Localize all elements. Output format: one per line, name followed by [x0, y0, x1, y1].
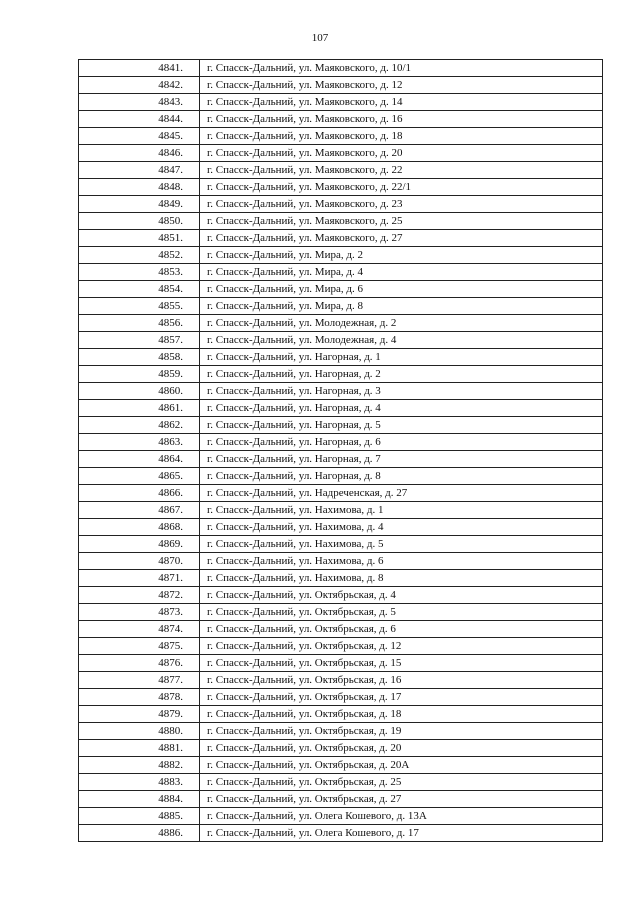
address-cell: г. Спасск-Дальний, ул. Октябрьская, д. 27 — [200, 791, 603, 808]
table-row — [79, 366, 603, 383]
row-number-cell: 4866. — [79, 485, 200, 502]
row-number-cell: 4881. — [79, 740, 200, 757]
address-cell: г. Спасск-Дальний, ул. Мира, д. 4 — [200, 264, 603, 281]
address-cell: г. Спасск-Дальний, ул. Маяковского, д. 12 — [200, 77, 603, 94]
address-cell: г. Спасск-Дальний, ул. Нахимова, д. 5 — [200, 536, 603, 553]
table-row — [79, 825, 603, 842]
address-cell: г. Спасск-Дальний, ул. Нахимова, д. 4 — [200, 519, 603, 536]
address-cell: г. Спасск-Дальний, ул. Октябрьская, д. 5 — [200, 604, 603, 621]
address-cell: г. Спасск-Дальний, ул. Октябрьская, д. 18 — [200, 706, 603, 723]
table-row — [79, 145, 603, 162]
row-number-cell: 4865. — [79, 468, 200, 485]
table-row — [79, 553, 603, 570]
address-cell: г. Спасск-Дальний, ул. Октябрьская, д. 4 — [200, 587, 603, 604]
address-cell: г. Спасск-Дальний, ул. Маяковского, д. 27 — [200, 230, 603, 247]
table-row — [79, 655, 603, 672]
address-cell: г. Спасск-Дальний, ул. Нагорная, д. 5 — [200, 417, 603, 434]
address-cell: г. Спасск-Дальний, ул. Нагорная, д. 2 — [200, 366, 603, 383]
address-cell: г. Спасск-Дальний, ул. Надреченская, д. 27 — [200, 485, 603, 502]
table-row — [79, 247, 603, 264]
row-number-cell: 4842. — [79, 77, 200, 94]
address-cell: г. Спасск-Дальний, ул. Нагорная, д. 6 — [200, 434, 603, 451]
row-number-cell: 4869. — [79, 536, 200, 553]
address-cell: г. Спасск-Дальний, ул. Мира, д. 8 — [200, 298, 603, 315]
row-number-cell: 4844. — [79, 111, 200, 128]
row-number-cell: 4877. — [79, 672, 200, 689]
row-number-cell: 4852. — [79, 247, 200, 264]
table-row — [79, 111, 603, 128]
row-number-cell: 4841. — [79, 60, 200, 77]
row-number-cell: 4867. — [79, 502, 200, 519]
row-number-cell: 4880. — [79, 723, 200, 740]
table-row — [79, 434, 603, 451]
row-number-cell: 4848. — [79, 179, 200, 196]
address-cell: г. Спасск-Дальний, ул. Мира, д. 2 — [200, 247, 603, 264]
address-cell: г. Спасск-Дальний, ул. Олега Кошевого, д. 17 — [200, 825, 603, 842]
table-row — [79, 213, 603, 230]
table-row — [79, 604, 603, 621]
row-number-cell: 4884. — [79, 791, 200, 808]
row-number-cell: 4886. — [79, 825, 200, 842]
table-row — [79, 570, 603, 587]
table-row — [79, 621, 603, 638]
table-row — [79, 332, 603, 349]
table-row — [79, 400, 603, 417]
table-row — [79, 723, 603, 740]
address-cell: г. Спасск-Дальний, ул. Олега Кошевого, д. 13А — [200, 808, 603, 825]
table-row — [79, 774, 603, 791]
row-number-cell: 4872. — [79, 587, 200, 604]
table-row — [79, 77, 603, 94]
table-row — [79, 196, 603, 213]
address-cell: г. Спасск-Дальний, ул. Молодежная, д. 4 — [200, 332, 603, 349]
row-number-cell: 4882. — [79, 757, 200, 774]
address-cell: г. Спасск-Дальний, ул. Нагорная, д. 1 — [200, 349, 603, 366]
address-cell: г. Спасск-Дальний, ул. Октябрьская, д. 15 — [200, 655, 603, 672]
row-number-cell: 4878. — [79, 689, 200, 706]
address-cell: г. Спасск-Дальний, ул. Маяковского, д. 22 — [200, 162, 603, 179]
row-number-cell: 4879. — [79, 706, 200, 723]
table-row — [79, 536, 603, 553]
address-cell: г. Спасск-Дальний, ул. Октябрьская, д. 16 — [200, 672, 603, 689]
table-row — [79, 230, 603, 247]
address-cell: г. Спасск-Дальний, ул. Мира, д. 6 — [200, 281, 603, 298]
table-row — [79, 128, 603, 145]
row-number-cell: 4870. — [79, 553, 200, 570]
row-number-cell: 4864. — [79, 451, 200, 468]
address-cell: г. Спасск-Дальний, ул. Октябрьская, д. 12 — [200, 638, 603, 655]
row-number-cell: 4861. — [79, 400, 200, 417]
table-row — [79, 502, 603, 519]
row-number-cell: 4874. — [79, 621, 200, 638]
table-row — [79, 519, 603, 536]
address-cell: г. Спасск-Дальний, ул. Маяковского, д. 18 — [200, 128, 603, 145]
row-number-cell: 4859. — [79, 366, 200, 383]
row-number-cell: 4845. — [79, 128, 200, 145]
row-number-cell: 4851. — [79, 230, 200, 247]
row-number-cell: 4868. — [79, 519, 200, 536]
row-number-cell: 4849. — [79, 196, 200, 213]
page-number: 107 — [311, 32, 329, 44]
table-row — [79, 281, 603, 298]
table-row — [79, 638, 603, 655]
row-number-cell: 4856. — [79, 315, 200, 332]
address-cell: г. Спасск-Дальний, ул. Октябрьская, д. 17 — [200, 689, 603, 706]
row-number-cell: 4883. — [79, 774, 200, 791]
table-row — [79, 179, 603, 196]
address-cell: г. Спасск-Дальний, ул. Октябрьская, д. 25 — [200, 774, 603, 791]
address-cell: г. Спасск-Дальний, ул. Маяковского, д. 10/1 — [200, 60, 603, 77]
table-row — [79, 417, 603, 434]
address-cell: г. Спасск-Дальний, ул. Нагорная, д. 8 — [200, 468, 603, 485]
row-number-cell: 4847. — [79, 162, 200, 179]
row-number-cell: 4843. — [79, 94, 200, 111]
table-row — [79, 587, 603, 604]
address-cell: г. Спасск-Дальний, ул. Маяковского, д. 20 — [200, 145, 603, 162]
row-number-cell: 4873. — [79, 604, 200, 621]
row-number-cell: 4871. — [79, 570, 200, 587]
table-row — [79, 485, 603, 502]
address-cell: г. Спасск-Дальний, ул. Нахимова, д. 1 — [200, 502, 603, 519]
row-number-cell: 4863. — [79, 434, 200, 451]
row-number-cell: 4876. — [79, 655, 200, 672]
address-cell: г. Спасск-Дальний, ул. Октябрьская, д. 19 — [200, 723, 603, 740]
row-number-cell: 4858. — [79, 349, 200, 366]
address-cell: г. Спасск-Дальний, ул. Нагорная, д. 7 — [200, 451, 603, 468]
row-number-cell: 4850. — [79, 213, 200, 230]
table-row — [79, 383, 603, 400]
table-row — [79, 349, 603, 366]
table-row — [79, 451, 603, 468]
table-row — [79, 315, 603, 332]
table-row — [79, 468, 603, 485]
address-cell: г. Спасск-Дальний, ул. Маяковского, д. 16 — [200, 111, 603, 128]
address-cell: г. Спасск-Дальний, ул. Молодежная, д. 2 — [200, 315, 603, 332]
table-row — [79, 94, 603, 111]
row-number-cell: 4853. — [79, 264, 200, 281]
address-registry-table — [78, 59, 603, 842]
address-cell: г. Спасск-Дальний, ул. Октябрьская, д. 6 — [200, 621, 603, 638]
table-row — [79, 672, 603, 689]
address-cell: г. Спасск-Дальний, ул. Маяковского, д. 14 — [200, 94, 603, 111]
row-number-cell: 4846. — [79, 145, 200, 162]
row-number-cell: 4855. — [79, 298, 200, 315]
row-number-cell: 4860. — [79, 383, 200, 400]
table-row — [79, 808, 603, 825]
table-row — [79, 60, 603, 77]
address-cell: г. Спасск-Дальний, ул. Маяковского, д. 23 — [200, 196, 603, 213]
table-row — [79, 740, 603, 757]
address-cell: г. Спасск-Дальний, ул. Октябрьская, д. 20А — [200, 757, 603, 774]
row-number-cell: 4885. — [79, 808, 200, 825]
address-cell: г. Спасск-Дальний, ул. Октябрьская, д. 20 — [200, 740, 603, 757]
address-cell: г. Спасск-Дальний, ул. Маяковского, д. 25 — [200, 213, 603, 230]
address-cell: г. Спасск-Дальний, ул. Нахимова, д. 6 — [200, 553, 603, 570]
row-number-cell: 4854. — [79, 281, 200, 298]
table-row — [79, 706, 603, 723]
table-body — [79, 60, 603, 842]
address-cell: г. Спасск-Дальний, ул. Маяковского, д. 22/1 — [200, 179, 603, 196]
row-number-cell: 4875. — [79, 638, 200, 655]
table-row — [79, 162, 603, 179]
address-cell: г. Спасск-Дальний, ул. Нагорная, д. 3 — [200, 383, 603, 400]
table-row — [79, 298, 603, 315]
address-cell: г. Спасск-Дальний, ул. Нагорная, д. 4 — [200, 400, 603, 417]
row-number-cell: 4862. — [79, 417, 200, 434]
table-row — [79, 791, 603, 808]
row-number-cell: 4857. — [79, 332, 200, 349]
address-cell: г. Спасск-Дальний, ул. Нахимова, д. 8 — [200, 570, 603, 587]
table-row — [79, 757, 603, 774]
table-row — [79, 689, 603, 706]
table-row — [79, 264, 603, 281]
